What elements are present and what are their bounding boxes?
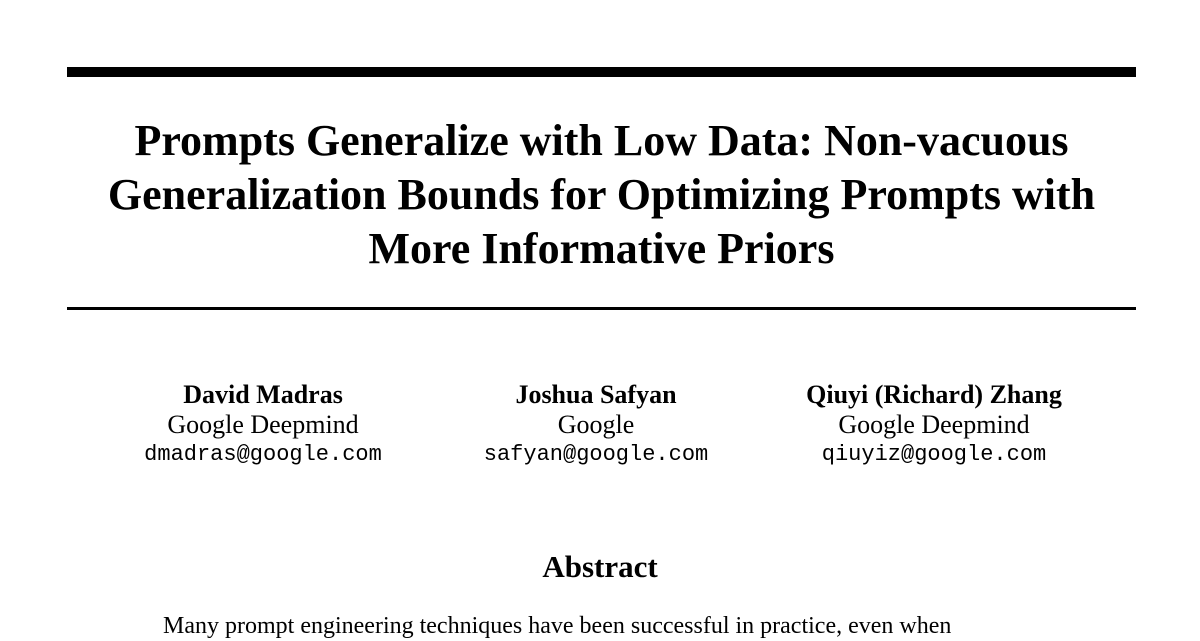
- title-top-rule: [67, 67, 1136, 77]
- author-name: Joshua Safyan: [515, 380, 677, 409]
- abstract-heading: Abstract: [542, 549, 658, 584]
- title-line-2: Generalization Bounds for Optimizing Prompts with: [107, 170, 1096, 219]
- author-block-1: [113, 380, 413, 470]
- author-email: safyan@google.com: [483, 442, 709, 467]
- paper-title: [67, 114, 1136, 276]
- author-name: Qiuyi (Richard) Zhang: [806, 380, 1062, 409]
- author-email: dmadras@google.com: [144, 442, 382, 467]
- author-block-2: [446, 380, 746, 470]
- author-affiliation: Google Deepmind: [838, 410, 1030, 439]
- author-affiliation: Google Deepmind: [167, 410, 359, 439]
- author-name: David Madras: [183, 380, 343, 409]
- title-line-1: Prompts Generalize with Low Data: Non-vacuous: [134, 116, 1069, 165]
- author-affiliation: Google: [557, 410, 635, 439]
- abstract-text: Many prompt engineering techniques have been successful in practice, even when: [163, 613, 952, 639]
- title-line-3: More Informative Priors: [368, 224, 835, 273]
- author-email: qiuyiz@google.com: [821, 442, 1047, 467]
- title-bottom-rule: [67, 307, 1136, 310]
- author-block-3: [784, 380, 1084, 470]
